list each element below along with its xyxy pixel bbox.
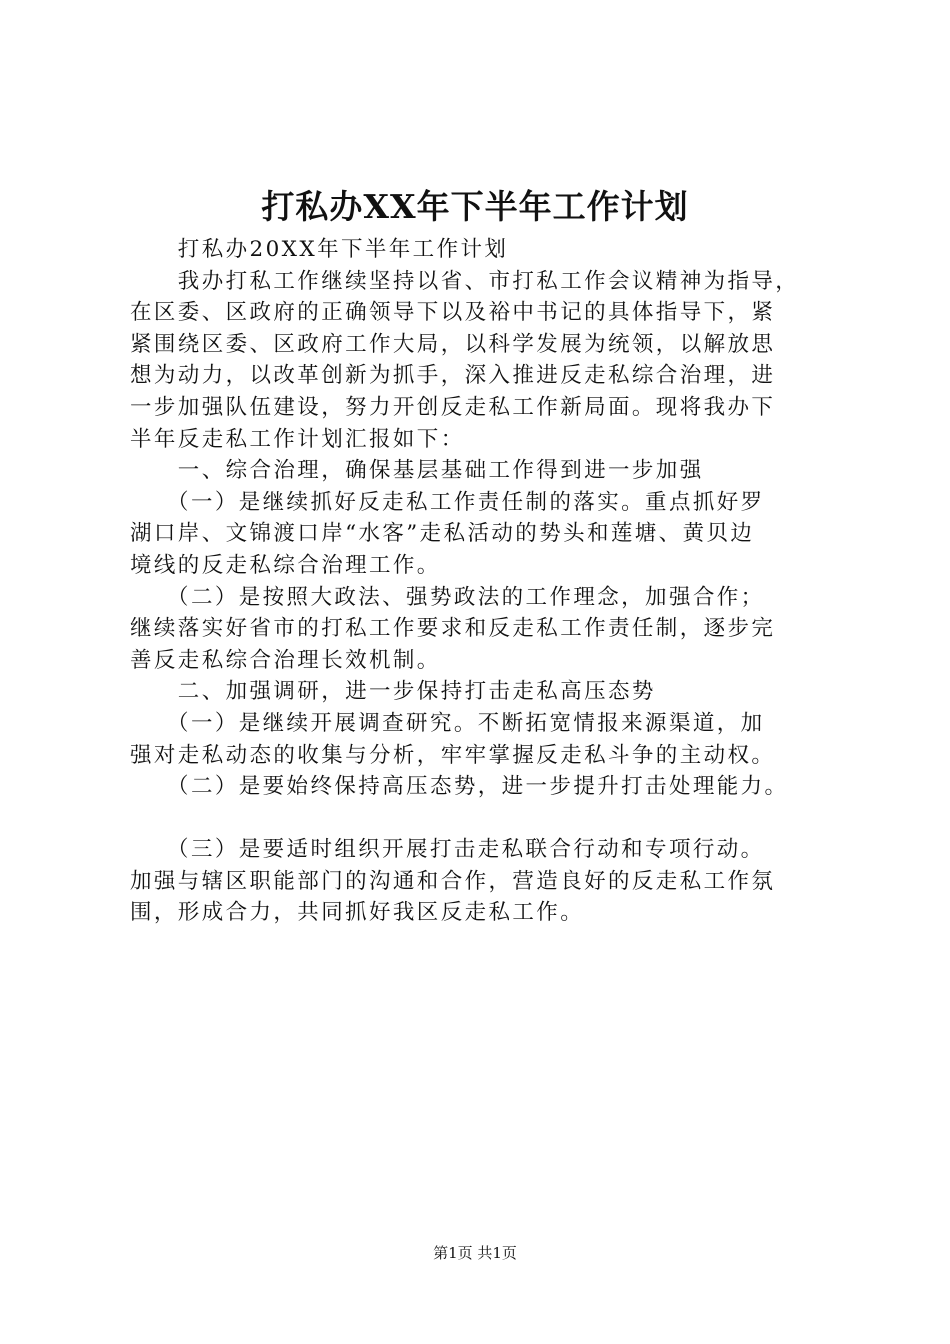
body-line: 半年反走私工作计划汇报如下：: [130, 426, 465, 452]
body-line: 围，形成合力，共同抓好我区反走私工作。: [130, 900, 585, 926]
section-heading: 二、加强调研，进一步保持打击走私高压态势: [130, 679, 656, 705]
body-line: 境线的反走私综合治理工作。: [130, 552, 441, 578]
body-line: 我办打私工作继续坚持以省、市打私工作会议精神为指导，: [130, 268, 800, 294]
body-line: （一）是继续抓好反走私工作责任制的落实。重点抓好罗: [130, 489, 765, 515]
body-line: 一步加强队伍建设，努力开创反走私工作新局面。现将我办下: [130, 394, 776, 420]
page-footer: 第1页 共1页: [433, 1244, 517, 1262]
document-body: [130, 234, 845, 929]
body-line: 强对走私动态的收集与分析，牢牢掌握反走私斗争的主动权。: [130, 742, 776, 768]
body-line: 想为动力，以改革创新为抓手，深入推进反走私综合治理，进: [130, 363, 776, 389]
body-line: （二）是要始终保持高压态势，进一步提升打击处理能力。: [130, 774, 789, 800]
body-line: 善反走私综合治理长效机制。: [130, 647, 441, 673]
section-heading: 一、综合治理，确保基层基础工作得到进一步加强: [130, 458, 704, 484]
body-line: 打私办20XX年下半年工作计划: [130, 237, 509, 262]
body-line: 加强与辖区职能部门的沟通和合作，营造良好的反走私工作氛: [130, 868, 776, 894]
body-line: （一）是继续开展调查研究。不断拓宽情报来源渠道，加: [130, 710, 765, 736]
blank-line: [130, 803, 845, 835]
body-line: （二）是按照大政法、强势政法的工作理念，加强合作；: [130, 584, 765, 610]
body-line: 湖口岸、文锦渡口岸“水客”走私活动的势头和莲塘、黄贝边: [130, 521, 755, 547]
body-line: 在区委、区政府的正确领导下以及裕中书记的具体指导下，紧: [130, 300, 776, 326]
body-line: 继续落实好省市的打私工作要求和反走私工作责任制，逐步完: [130, 616, 776, 642]
document-title: 打私办XX年下半年工作计划: [261, 187, 689, 226]
body-line: （三）是要适时组织开展打击走私联合行动和专项行动。: [130, 837, 765, 863]
body-line: 紧围绕区委、区政府工作大局，以科学发展为统领，以解放思: [130, 331, 776, 357]
